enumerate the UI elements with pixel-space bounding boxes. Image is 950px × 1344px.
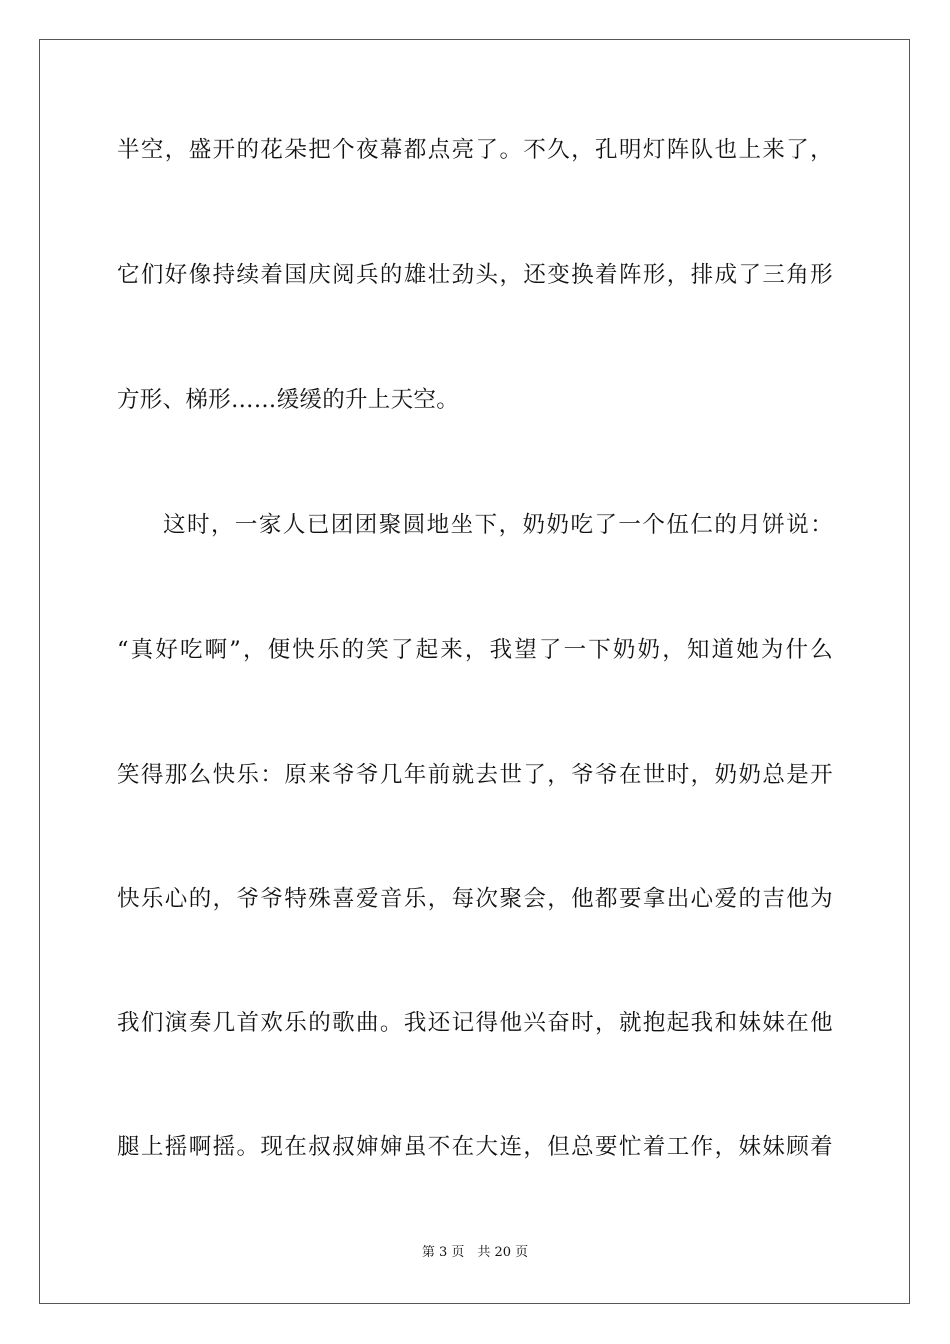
page-border [39,39,910,1304]
text-line-2: 它们好像持续着国庆阅兵的雄壮劲头，还变换着阵形，排成了三角形 [117,262,833,288]
page-number-footer: 第 3 页 共 20 页 [421,1245,529,1260]
text-line-5: “真好吃啊”，便快乐的笑了起来，我望了一下奶奶，知道她为什么 [117,637,833,663]
text-line-1: 半空，盛开的花朵把个夜幕都点亮了。不久，孔明灯阵队也上来了， [117,137,833,163]
text-line-8: 我们演奏几首欢乐的歌曲。我还记得他兴奋时，就抱起我和妹妹在他 [117,1010,833,1036]
text-line-9: 腿上摇啊摇。现在叔叔婶婶虽不在大连，但总要忙着工作，妹妹顾着 [117,1134,833,1160]
text-line-4: 这时，一家人已团团聚圆地坐下，奶奶吃了一个伍仁的月饼说： [163,512,833,538]
text-line-6: 笑得那么快乐：原来爷爷几年前就去世了，爷爷在世时，奶奶总是开 [117,762,833,788]
text-line-7: 快乐心的，爷爷特殊喜爱音乐，每次聚会，他都要拿出心爱的吉他为 [117,886,833,912]
text-line-3: 方形、梯形……缓缓的升上天空。 [117,387,460,413]
